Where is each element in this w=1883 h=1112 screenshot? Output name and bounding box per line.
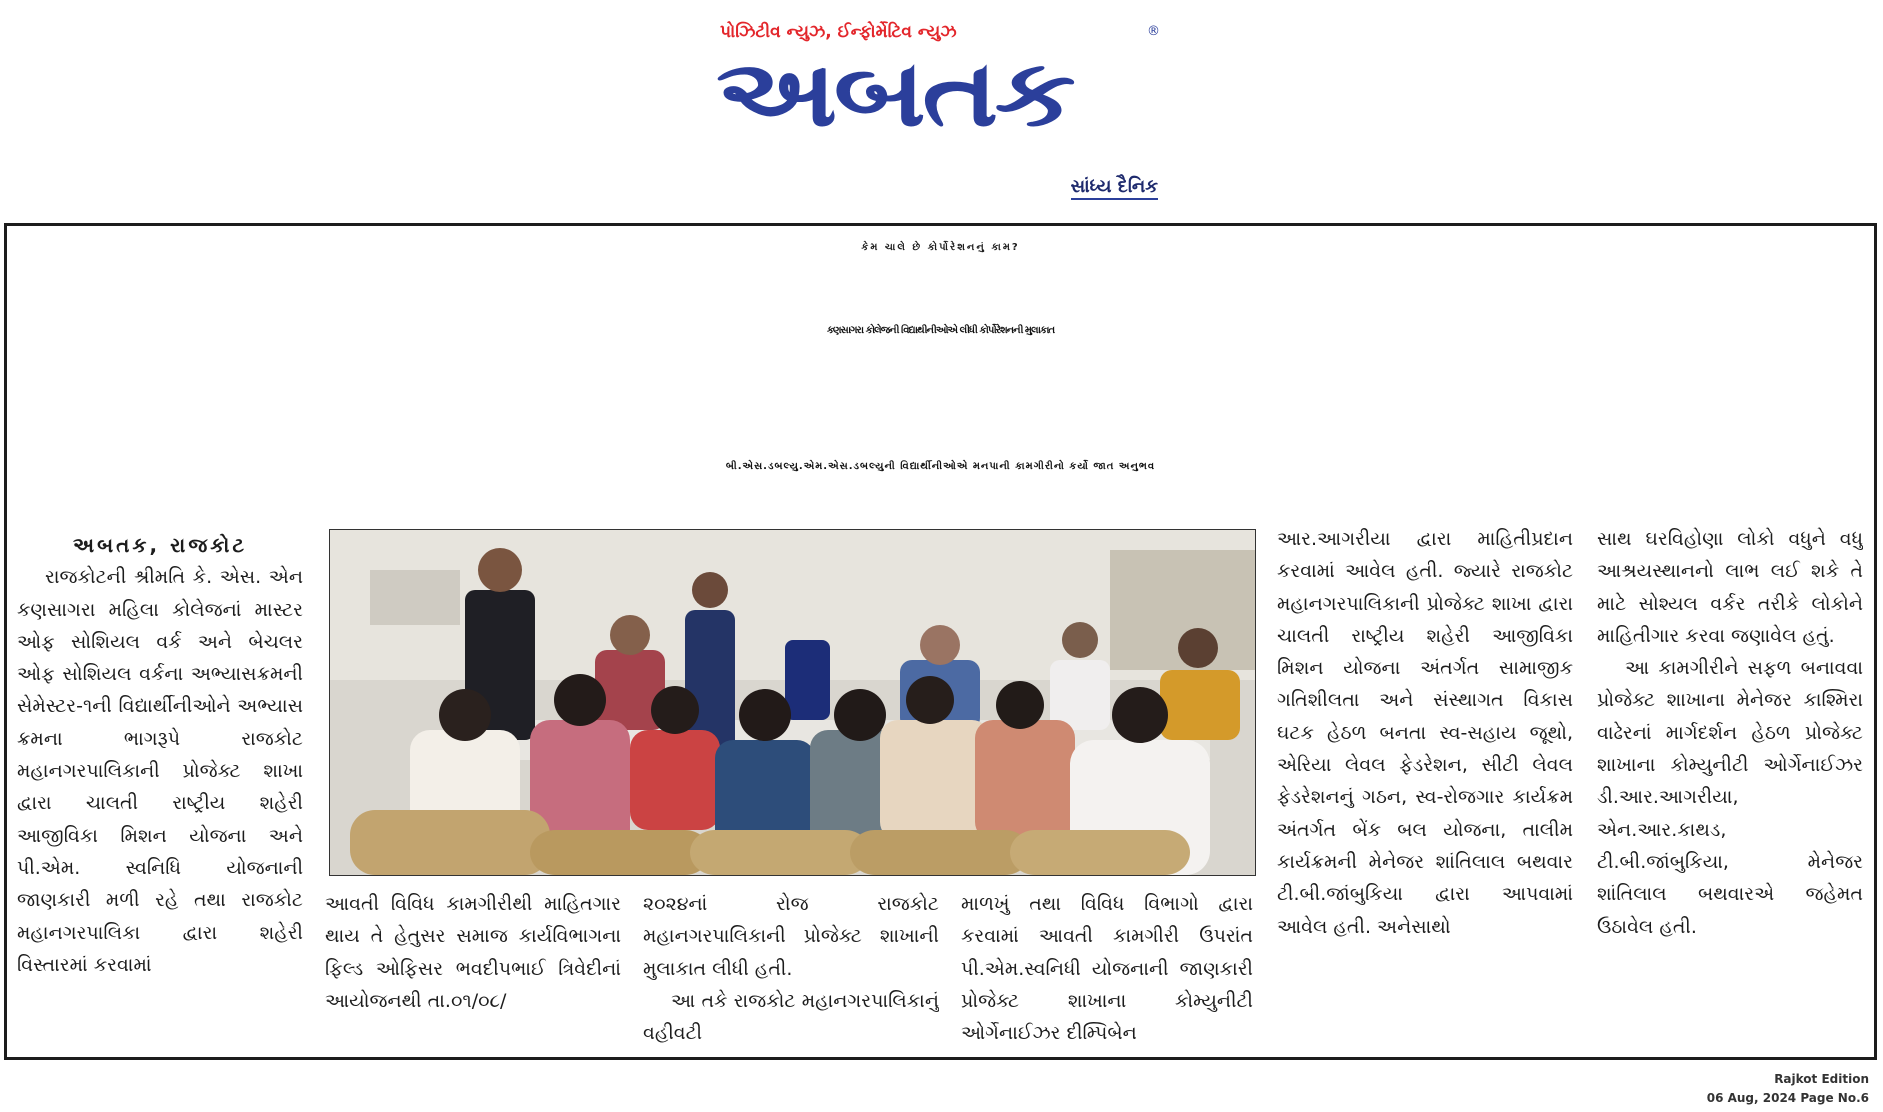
article-frame — [4, 223, 1877, 1060]
article-column-6 — [1597, 523, 1863, 1048]
article-column-2 — [325, 888, 621, 1048]
edition-label: Rajkot Edition — [1774, 1072, 1869, 1086]
article-paragraph: આવતી વિવિધ કામગીરીથી માહિતગાર થાય તે હેતુસર સમાજ કાર્યવિભાગના ફિલ્ડ ઓફિસર ભવદીપભાઈ ત્રિવેદીનાં આયોજનથી તા.૦૧/૦૮/ — [325, 893, 621, 1012]
edition-type: સાંધ્ય દૈનિક — [1071, 176, 1158, 200]
article-subheadline: બી.એસ.ડબલ્યુ.એમ.એસ.ડબલ્યુની વિદ્યાર્થીનીઓએ મનપાની કામગીરીનો કર્યો જાત અનુભવ — [725, 461, 1156, 472]
article-byline: અબતક, રાજકોટ — [72, 533, 248, 557]
article-headline: કણસાગરા કોલેજની વિદ્યાથીનીઓએ લીધી કોર્પોરેશનની મુલાકાત — [826, 325, 1055, 336]
article-kicker: કેમ ચાલે છે કોર્પોરેશનનું કામ? — [861, 242, 1020, 253]
article-column-5 — [1277, 523, 1573, 1048]
article-photo — [329, 529, 1256, 876]
article-paragraph: માળખું તથા વિવિધ વિભાગો દ્વારા કરવામાં આવતી કામગીરી ઉપરાંત પી.એમ.સ્વનિધી યોજનાની જાણકારી પ્રોજેક્ટ શાખાના કોમ્યુનીટી ઓર્ગેનાઈઝર દીમ્પિબેન — [961, 893, 1253, 1045]
article-paragraph: આ કામગીરીને સફળ બનાવવા પ્રોજેક્ટ શાખાના મેનેજર કાશ્મિરા વાઢેરનાં માર્ગદર્શન હેઠળ પ્રોજેક્ટ શાખાના કોમ્યુનીટી ઓર્ગેનાઈઝર ડી.આર.આગરીયા, એન.આર.કાથડ, ટી.બી.જાંબુકિયા, મેનેજર શાંતિલાલ બથવારએ જહેમત ઉઠાવેલ હતી. — [1597, 657, 1863, 938]
article-paragraph: આ તકે રાજકોટ મહાનગરપાલિકાનું વહીવટી — [643, 989, 939, 1045]
newspaper-logo: અબતક — [716, 40, 1073, 147]
article-column-4 — [961, 888, 1253, 1048]
date-page-label: 06 Aug, 2024 Page No.6 — [1706, 1091, 1869, 1105]
article-column-3 — [643, 888, 939, 1048]
article-column-1 — [17, 529, 303, 1029]
article-paragraph: સાથ ઘરવિહોણા લોકો વધુને વધુ આશ્રયસ્થાનનો લાભ લઈ શકે તે માટે સોશ્યલ વર્કર તરીકે લોકોને માહિતીગાર કરવા જણાવેલ હતું. — [1597, 528, 1863, 647]
article-paragraph: આર.આગરીયા દ્વારા માહિતીપ્રદાન કરવામાં આવેલ હતી. જ્યારે રાજકોટ મહાનગરપાલિકાની પ્રોજેક્ટ શાખા દ્વારા ચાલતી રાષ્ટ્રીય શહેરી આજીવિકા મિશન યોજના અંતર્ગત સામાજીક ગતિશીલતા અને સંસ્થાગત વિકાસ ઘટક હેઠળ બનતા સ્વ-સહાય જૂથો, એરિયા લેવલ ફેડરેશન, સીટી લેવલ ફેડરેશનનું ગઠન, સ્વ-રોજગાર કાર્યક્રમ અંતર્ગત બેંક બલ યોજના, તાલીમ કાર્યક્રમની મેનેજર શાંતિલાલ બથવાર ટી.બી.જાંબુકિયા દ્વારા આપવામાં આવેલ હતી. અનેસાથો — [1277, 528, 1573, 938]
article-paragraph: ૨૦૨૪નાં રોજ રાજકોટ મહાનગરપાલિકાની પ્રોજેક્ટ શાખાની મુલાકાત લીધી હતી. — [643, 893, 939, 980]
article-paragraph: રાજકોટની શ્રીમતિ કે. એસ. એન કણસાગરા મહિલા કોલેજનાં માસ્ટર ઓફ સોશિયલ વર્ક અને બેચલર ઓફ સોશિયલ વર્કના અભ્યાસક્રમની સેમેસ્ટર-૧ની વિદ્યાર્થીનીઓને અભ્યાસ ક્રમના ભાગરૂપે રાજકોટ મહાનગરપાલિકાની પ્રોજેક્ટ શાખા દ્વારા ચાલતી રાષ્ટ્રીય શહેરી આજીવિકા મિશન યોજના અને પી.એમ. સ્વનિધિ યોજનાની જાણકારી મળી રહે તથા રાજકોટ મહાનગરપાલિકા દ્વારા શહેરી વિસ્તારમાં કરવામાં — [17, 566, 303, 976]
registered-mark: ® — [1147, 24, 1160, 39]
masthead-tagline: પોઝિટીવ ન્યુઝ, ઈન્ફોર્મેટિવ ન્યુઝ — [720, 22, 957, 42]
masthead — [700, 14, 1170, 206]
